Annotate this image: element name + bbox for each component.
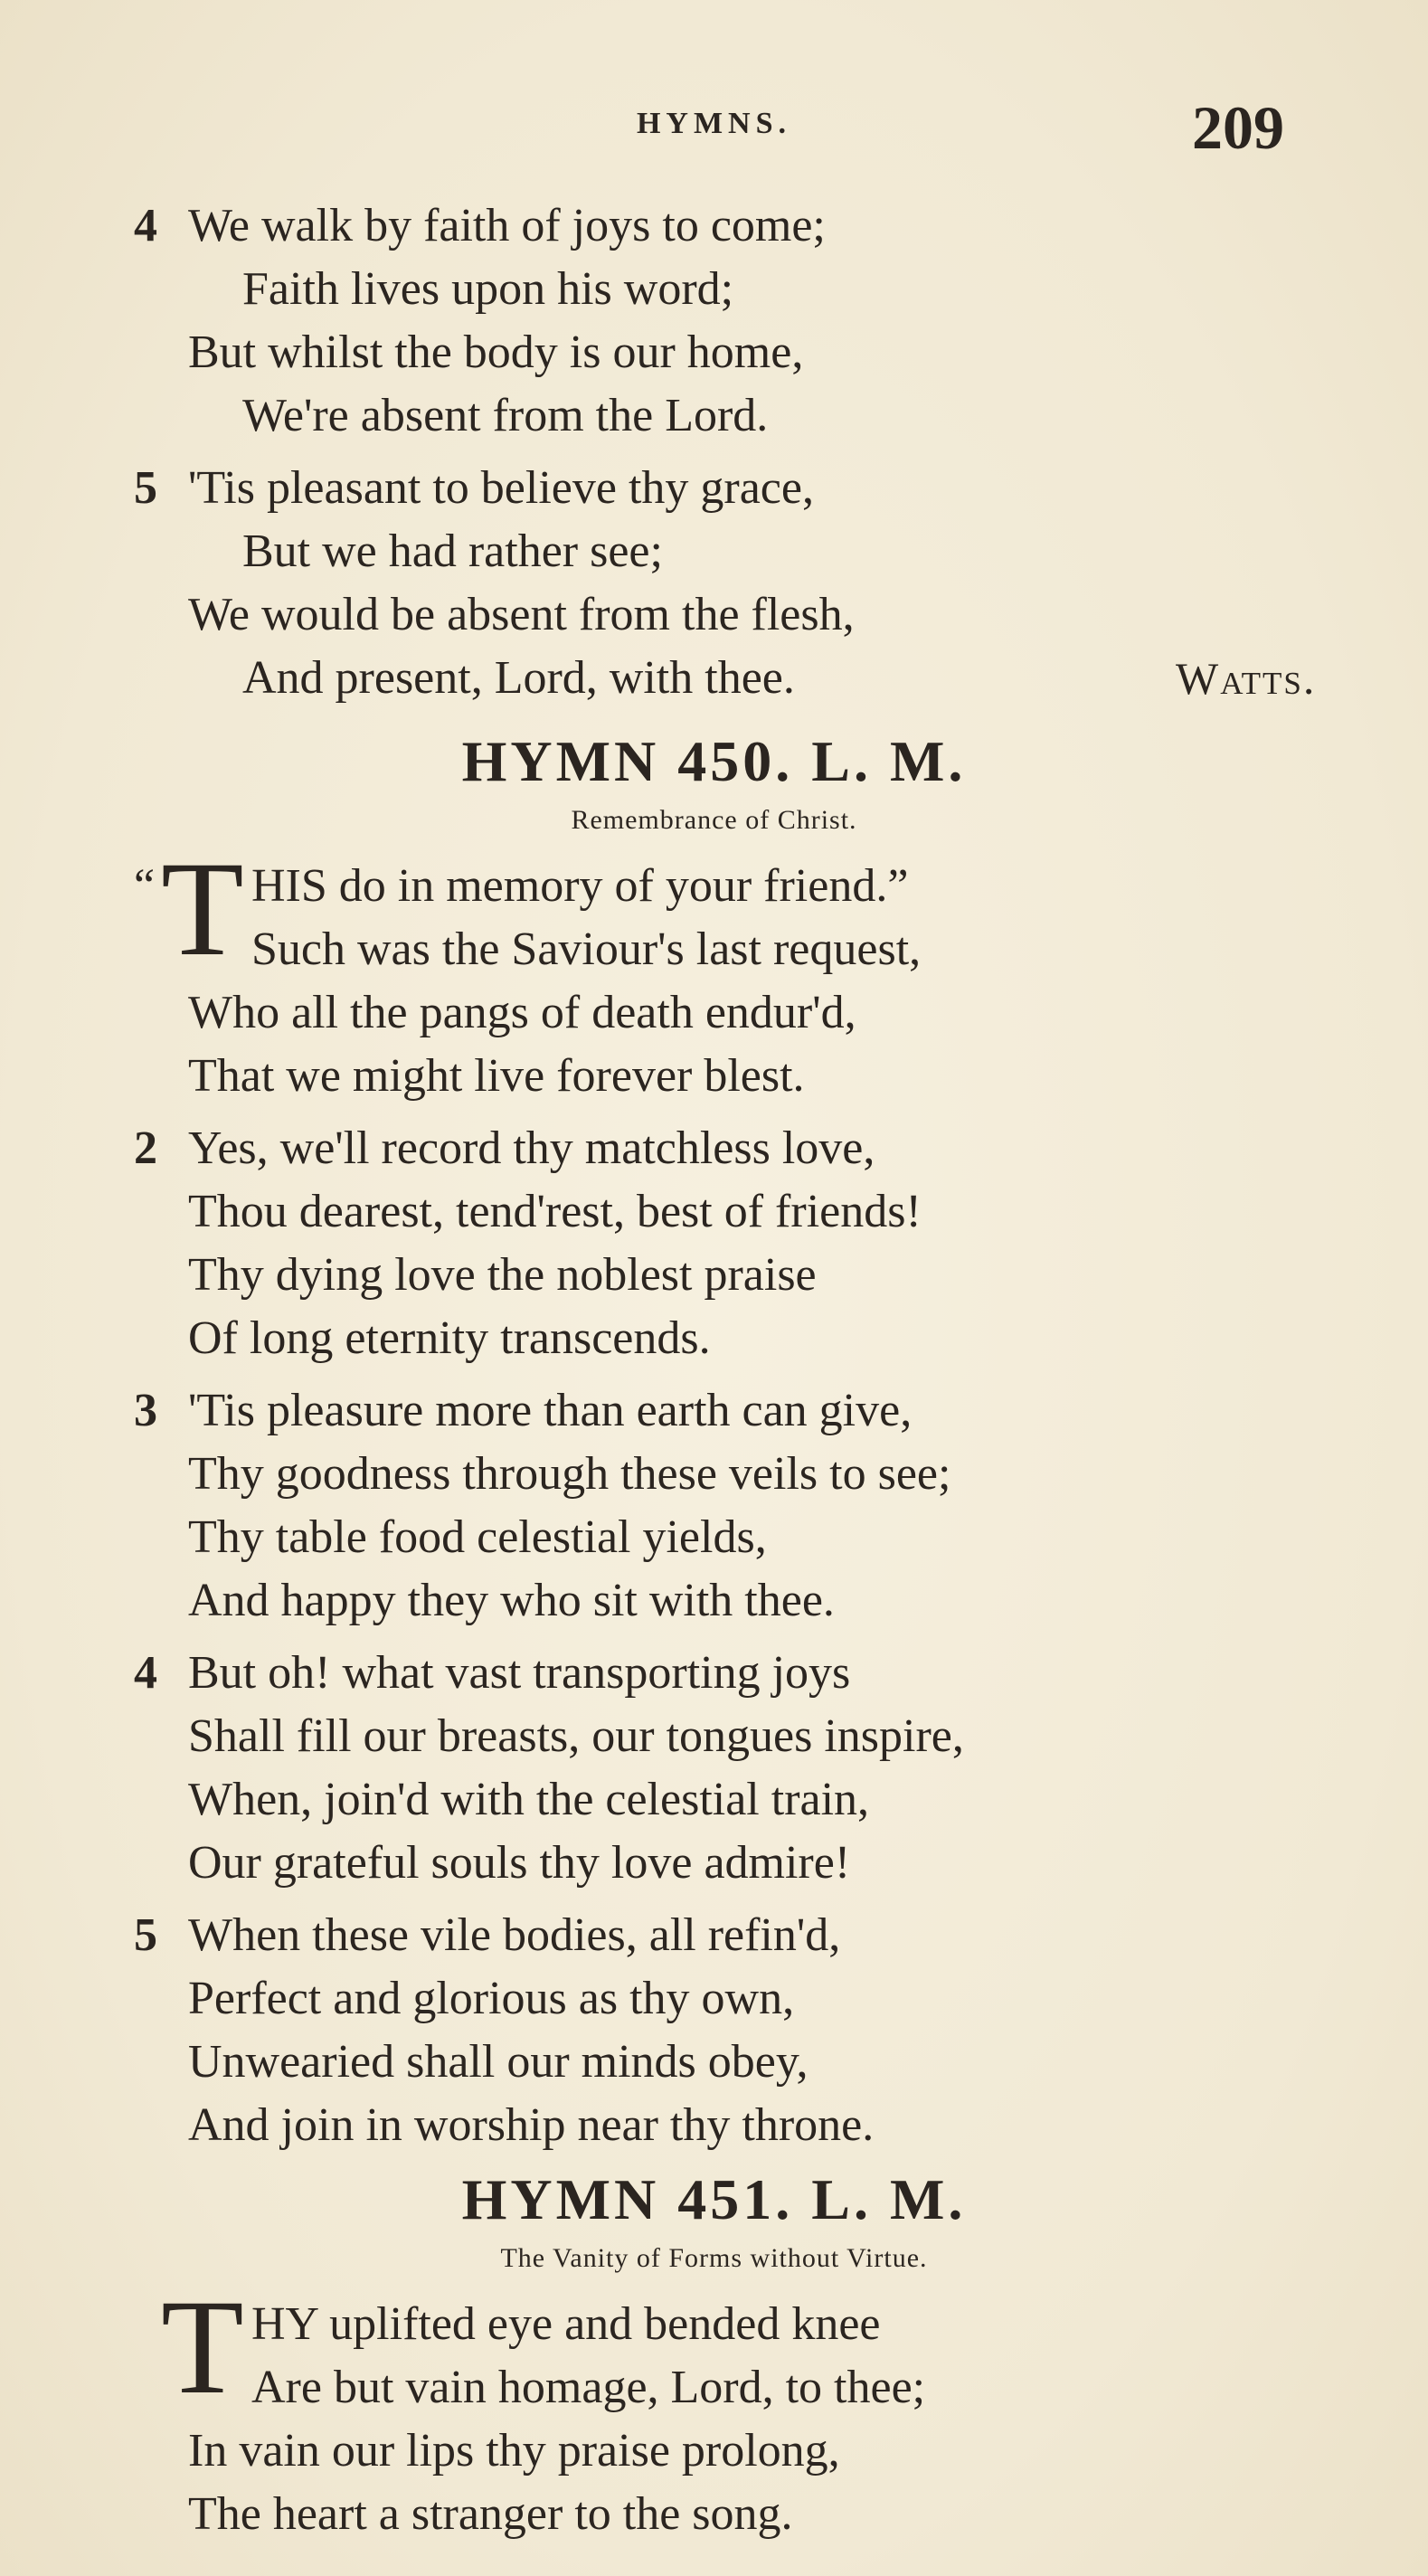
verse-line: Unwearied shall our minds obey, xyxy=(188,2036,809,2088)
verse-line: When, join'd with the celestial train, xyxy=(188,1774,870,1825)
hymn-subtitle: Remembrance of Christ. xyxy=(571,805,857,835)
verse-line: And join in worship near thy throne. xyxy=(188,2099,875,2151)
verse-line: Such was the Saviour's last request, xyxy=(251,923,922,975)
verse-line: Thy dying love the noblest praise xyxy=(188,1249,817,1301)
verse-line: And happy they who sit with thee. xyxy=(188,1575,835,1626)
drop-cap: T xyxy=(161,2272,244,2422)
stanza-number: 2 xyxy=(134,1122,157,1174)
drop-cap: T xyxy=(161,834,244,984)
stanza-number: 5 xyxy=(134,1909,157,1961)
hymn-subtitle: The Vanity of Forms without Virtue. xyxy=(500,2243,928,2273)
verse-line: Our grateful souls thy love admire! xyxy=(188,1837,851,1889)
verse-line: But oh! what vast transporting joys xyxy=(188,1647,851,1699)
verse-line: But we had rather see; xyxy=(242,526,663,577)
verse-line: Faith lives upon his word; xyxy=(242,263,734,315)
verse-line: Yes, we'll record thy matchless love, xyxy=(188,1122,875,1174)
verse-line: Who all the pangs of death endur'd, xyxy=(188,987,856,1038)
author-attribution: Watts. xyxy=(1176,653,1317,704)
verse-line: Perfect and glorious as thy own, xyxy=(188,1973,795,2024)
open-quote: “ xyxy=(134,860,156,912)
verse-line: HIS do in memory of your friend.” xyxy=(251,860,909,912)
verse-line: We walk by faith of joys to come; xyxy=(188,200,826,251)
verse-line: And present, Lord, with thee. xyxy=(242,652,795,704)
hymn-title: HYMN 450. L. M. xyxy=(461,729,967,793)
stanza-number: 5 xyxy=(134,462,157,514)
verse-line: We're absent from the Lord. xyxy=(242,390,769,441)
hymn-title: HYMN 451. L. M. xyxy=(461,2167,967,2231)
verse-line: Thy goodness through these veils to see; xyxy=(188,1448,951,1500)
verse-line: 'Tis pleasant to believe thy grace, xyxy=(188,462,814,514)
verse-line: But whilst the body is our home, xyxy=(188,327,804,378)
stanza-number: 3 xyxy=(134,1385,157,1436)
verse-line: The heart a stranger to the song. xyxy=(188,2488,793,2540)
verse-line: Of long eternity transcends. xyxy=(188,1312,711,1364)
verse-line: We would be absent from the flesh, xyxy=(188,589,855,640)
verse-line: Shall fill our breasts, our tongues inspire, xyxy=(188,1710,964,1762)
stanza-number: 4 xyxy=(134,1647,157,1699)
verse-line: 'Tis pleasure more than earth can give, xyxy=(188,1385,913,1436)
verse-line: Thy table food celestial yields, xyxy=(188,1511,767,1563)
verse-line: In vain our lips thy praise prolong, xyxy=(188,2425,840,2477)
page-number: 209 xyxy=(1192,93,1284,162)
verse-line: When these vile bodies, all refin'd, xyxy=(188,1909,841,1961)
stanza-number: 4 xyxy=(134,200,157,251)
running-head: HYMNS. xyxy=(636,107,792,140)
verse-line: Are but vain homage, Lord, to thee; xyxy=(251,2362,926,2413)
verse-line: HY uplifted eye and bended knee xyxy=(251,2298,881,2350)
verse-line: Thou dearest, tend'rest, best of friends! xyxy=(188,1186,922,1237)
verse-line: That we might live forever blest. xyxy=(188,1050,805,1102)
